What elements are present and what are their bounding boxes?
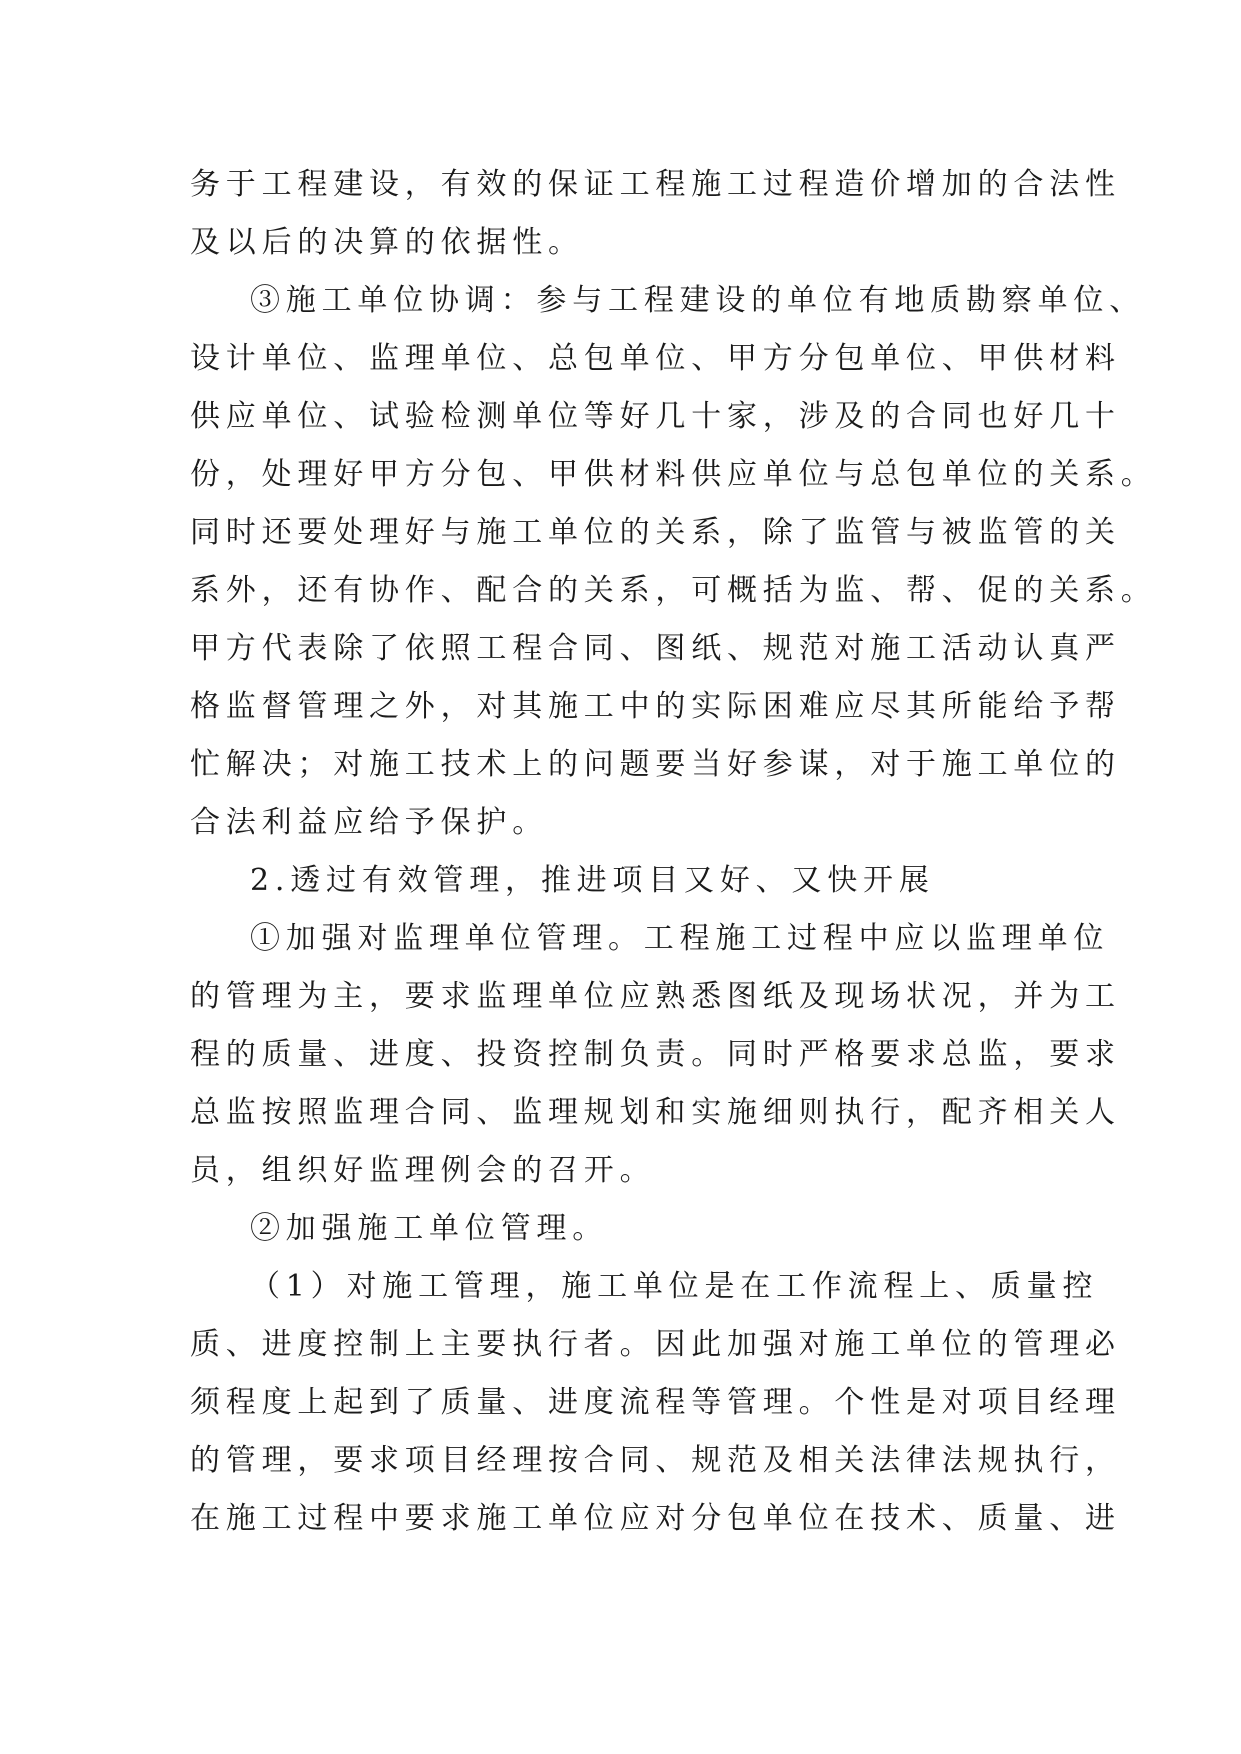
text-line: 合法利益应给予保护。	[190, 805, 548, 840]
text-line: 的管理为主，要求监理单位应熟悉图纸及现场状况，并为工	[190, 979, 1121, 1014]
text-line: 质、进度控制上主要执行者。因此加强对施工单位的管理必	[190, 1327, 1121, 1362]
text-line: ①加强对监理单位管理。工程施工过程中应以监理单位	[250, 921, 1110, 956]
text-line: 及以后的决算的依据性。	[190, 225, 584, 260]
text-line: （1）对施工管理，施工单位是在工作流程上、质量控	[250, 1269, 1099, 1304]
text-line: 的管理，要求项目经理按合同、规范及相关法律法规执行，	[190, 1443, 1121, 1478]
text-line: 在施工过程中要求施工单位应对分包单位在技术、质量、进	[190, 1501, 1121, 1536]
text-line: 格监督管理之外，对其施工中的实际困难应尽其所能给予帮	[190, 689, 1121, 724]
text-line: 员，组织好监理例会的召开。	[190, 1153, 656, 1188]
text-line: 设计单位、监理单位、总包单位、甲方分包单位、甲供材料	[190, 341, 1121, 376]
text-line: ③施工单位协调：参与工程建设的单位有地质勘察单位、	[250, 283, 1145, 318]
text-line: 同时还要处理好与施工单位的关系，除了监管与被监管的关	[190, 515, 1121, 550]
text-line: 忙解决；对施工技术上的问题要当好参谋，对于施工单位的	[190, 747, 1121, 782]
text-line: 甲方代表除了依照工程合同、图纸、规范对施工活动认真严	[190, 631, 1121, 666]
text-line: 份，处理好甲方分包、甲供材料供应单位与总包单位的关系。	[190, 457, 1157, 492]
section-heading: 2.透过有效管理，推进项目又好、又快开展	[250, 863, 935, 898]
text-line: 供应单位、试验检测单位等好几十家，涉及的合同也好几十	[190, 399, 1121, 434]
text-line: 总监按照监理合同、监理规划和实施细则执行，配齐相关人	[190, 1095, 1121, 1130]
text-line: ②加强施工单位管理。	[250, 1211, 608, 1246]
text-line: 务于工程建设，有效的保证工程施工过程造价增加的合法性	[190, 167, 1121, 202]
text-line: 程的质量、进度、投资控制负责。同时严格要求总监，要求	[190, 1037, 1121, 1072]
text-line: 系外，还有协作、配合的关系，可概括为监、帮、促的关系。	[190, 573, 1157, 608]
text-line: 须程度上起到了质量、进度流程等管理。个性是对项目经理	[190, 1385, 1121, 1420]
